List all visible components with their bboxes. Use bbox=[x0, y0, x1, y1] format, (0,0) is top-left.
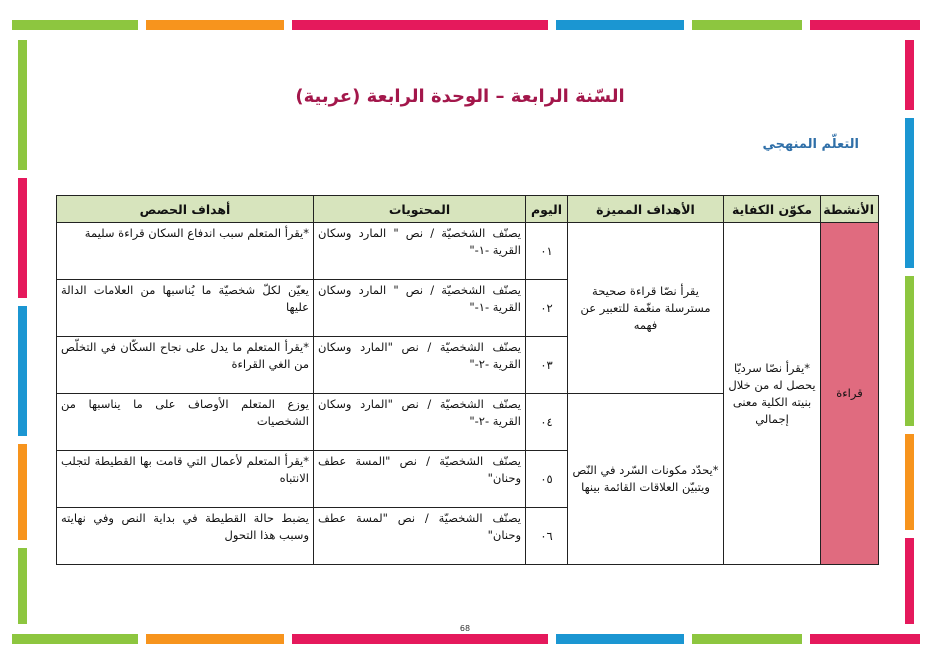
header-activities: الأنشطة bbox=[821, 196, 879, 223]
day-cell: ٠٢ bbox=[526, 280, 568, 337]
frame-segment bbox=[12, 634, 138, 644]
frame-segment bbox=[905, 276, 914, 426]
table-header-row bbox=[57, 196, 879, 223]
frame-segment bbox=[905, 434, 914, 530]
frame-segment bbox=[18, 548, 27, 624]
frame-segment bbox=[18, 178, 27, 298]
content-cell: يصنّف الشخصيّة / نص " المارد وسكان القرية -١-" bbox=[314, 223, 526, 280]
goal-cell: يعيّن لكلّ شخصيّة ما يُناسبها من العلامات الدالة عليها bbox=[57, 280, 314, 337]
header-contents: المحتويات bbox=[314, 196, 526, 223]
goal-cell: يضبط حالة القطيطة في بداية النص وفي نهايته وسبب هذا التحول bbox=[57, 508, 314, 565]
frame-segment bbox=[292, 20, 548, 30]
objective-cell-2: *يحدّد مكونات السّرد في النّص ويتبيّن العلاقات القائمة بينها bbox=[568, 394, 724, 565]
goal-cell: *يقرأ المتعلم سبب اندفاع السكان قراءة سليمة bbox=[57, 223, 314, 280]
frame-segment bbox=[292, 634, 548, 644]
goal-cell: *يقرأ المتعلم لأعمال التي قامت بها القطيطة لتجلب الانتباه bbox=[57, 451, 314, 508]
goal-cell: يوزع المتعلم الأوصاف على ما يناسبها من الشخصيات bbox=[57, 394, 314, 451]
header-day: اليوم bbox=[526, 196, 568, 223]
frame-segment bbox=[692, 20, 802, 30]
day-cell: ٠١ bbox=[526, 223, 568, 280]
content-cell: يصنّف الشخصيّة / نص "لمسة عطف وحنان" bbox=[314, 508, 526, 565]
frame-segment bbox=[905, 40, 914, 110]
frame-segment bbox=[556, 634, 684, 644]
frame-segment bbox=[18, 40, 27, 170]
day-cell: ٠٣ bbox=[526, 337, 568, 394]
frame-segment bbox=[810, 634, 920, 644]
day-cell: ٠٦ bbox=[526, 508, 568, 565]
goal-cell: *يقرأ المتعلم ما يدل على نجاح السكّان في التخلّص من الغي القراءة bbox=[57, 337, 314, 394]
competency-cell: *يقرأ نصّا سرديّا يحصل له من خلال بنيته الكلية معنى إجمالي bbox=[724, 223, 821, 565]
page-number: 68 bbox=[459, 624, 471, 633]
frame-segment bbox=[146, 20, 284, 30]
section-subtitle: التعلّم المنهجي bbox=[762, 137, 859, 152]
header-session-goals: أهداف الحصص bbox=[57, 196, 314, 223]
content-cell: يصنّف الشخصيّة / نص " المارد وسكان القرية -١-" bbox=[314, 280, 526, 337]
content-cell: يصنّف الشخصيّة / نص "المسة عطف وحنان" bbox=[314, 451, 526, 508]
day-cell: ٠٤ bbox=[526, 394, 568, 451]
frame-segment bbox=[905, 538, 914, 624]
content-cell: يصنّف الشخصيّة / نص "المارد وسكان القرية -٢-" bbox=[314, 394, 526, 451]
activity-cell: قراءة bbox=[821, 223, 879, 565]
objective-cell-1: يقرأ نصّا قراءة صحيحة مسترسلة منغّمة للتعبير عن فهمه bbox=[568, 223, 724, 394]
day-cell: ٠٥ bbox=[526, 451, 568, 508]
frame-segment bbox=[556, 20, 684, 30]
frame-segment bbox=[905, 118, 914, 268]
content-cell: يصنّف الشخصيّة / نص "المارد وسكان القرية -٢-" bbox=[314, 337, 526, 394]
lesson-table bbox=[56, 195, 879, 565]
header-competency: مكوّن الكفاية bbox=[724, 196, 821, 223]
page-title: السّنة الرابعة – الوحدة الرابعة (عربية) bbox=[295, 86, 625, 107]
frame-segment bbox=[146, 634, 284, 644]
frame-segment bbox=[18, 444, 27, 540]
header-objectives: الأهداف المميزة bbox=[568, 196, 724, 223]
frame-segment bbox=[12, 20, 138, 30]
frame-segment bbox=[810, 20, 920, 30]
table-row bbox=[57, 223, 879, 280]
frame-segment bbox=[692, 634, 802, 644]
frame-segment bbox=[18, 306, 27, 436]
